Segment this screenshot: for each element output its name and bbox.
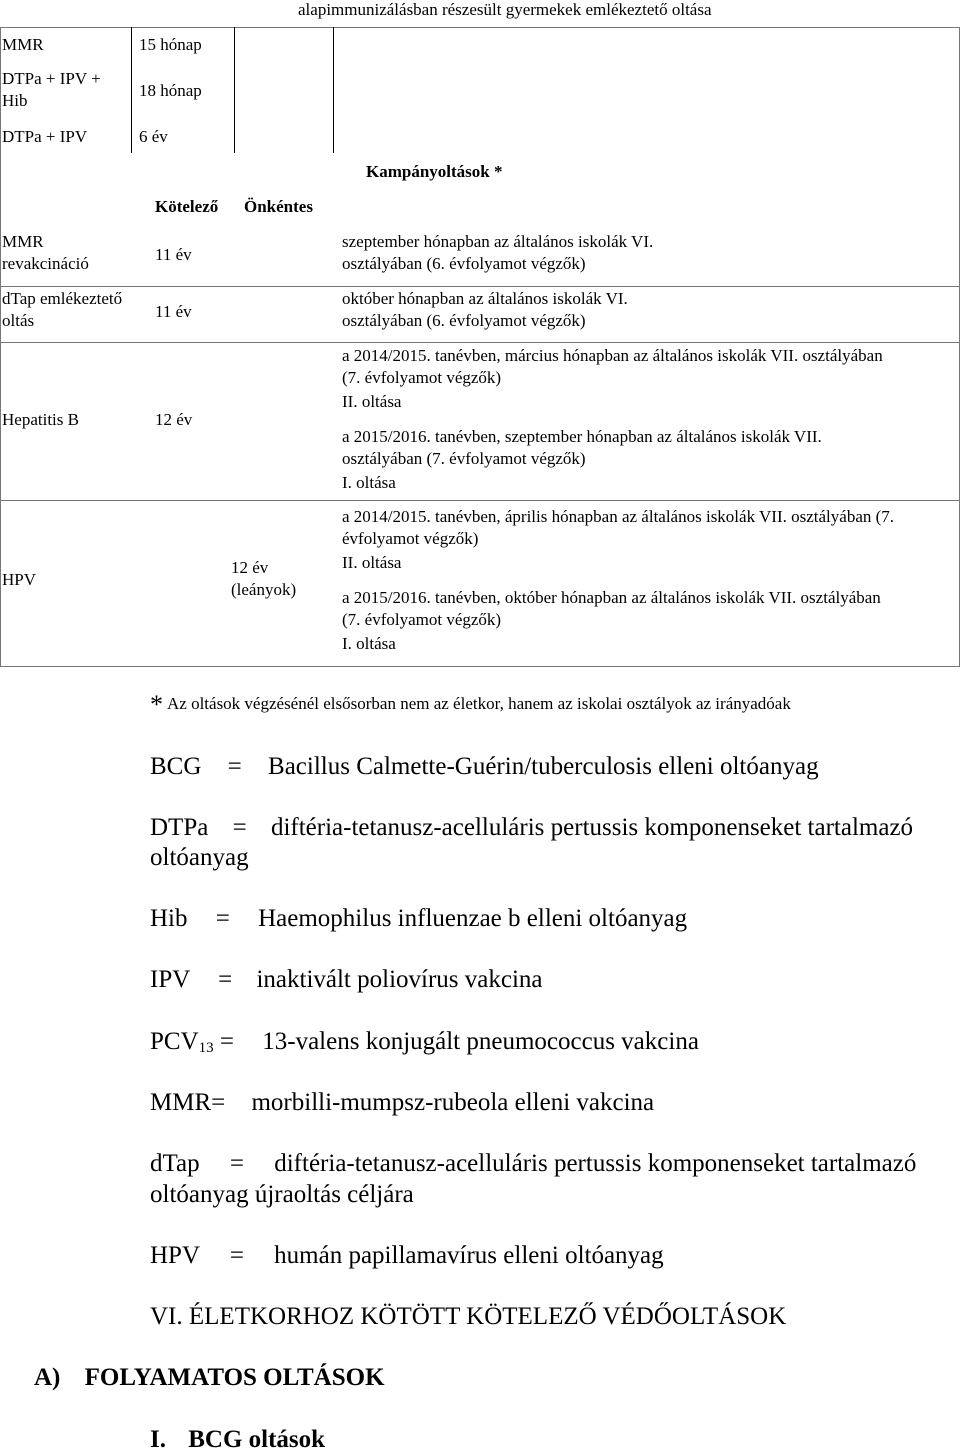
campaign-note: szeptember hónapban az általános iskolák VI. osztályában (6. évfolyamot végzők)	[342, 232, 654, 273]
vaccine-age: 18 hónap	[139, 81, 202, 100]
table-border-bottom	[0, 666, 960, 667]
table-border-top	[0, 27, 960, 28]
table-divider-b	[234, 27, 235, 153]
abbr-equals: =	[229, 1242, 244, 1269]
mandatory-age: 11 év	[155, 245, 192, 264]
table-border-left	[0, 27, 1, 667]
row-divider	[0, 342, 960, 343]
voluntary-age: 12 év (leányok)	[231, 558, 297, 599]
campaign-note: a 2014/2015. tanévben, március hónapban az általános iskolák VII. osztályában (7. évfolyamot végzők)	[342, 346, 883, 387]
abbr-definition: inaktivált poliovírus vakcina	[256, 966, 543, 993]
vaccine-name: MMR	[2, 35, 44, 54]
item-title: BCG oltások	[188, 1426, 326, 1453]
abbr-definition: Bacillus Calmette-Guérin/tuberculosis elleni oltóanyag	[268, 753, 819, 780]
vaccine-name: Hepatitis B	[2, 410, 79, 429]
col-header-voluntary: Önkéntes	[244, 197, 313, 216]
dose-label: II. oltása	[342, 553, 402, 572]
abbr-term: PCV	[150, 1028, 199, 1055]
abbr-equals: =	[218, 966, 233, 993]
abbr-equals: =	[232, 814, 247, 841]
abbr-term: HPV	[150, 1242, 200, 1269]
abbr-definition: humán papillamavírus elleni oltóanyag	[274, 1242, 664, 1269]
abbr-pcv13	[150, 1027, 699, 1063]
dose-label: I. oltása	[342, 634, 396, 653]
mandatory-age: 11 év	[155, 302, 192, 321]
vaccine-age: 15 hónap	[139, 35, 202, 54]
table-divider-a	[131, 27, 132, 153]
abbr-term: DTPa	[150, 814, 209, 841]
abbr-term: IPV	[150, 966, 190, 993]
abbr-definition: diftéria-tetanusz-acelluláris pertussis komponenseket tartalmazó	[270, 814, 914, 841]
vaccine-name: DTPa + IPV + Hib	[2, 69, 101, 110]
abbr-definition: morbilli-mumpsz-rubeola elleni vakcina	[251, 1089, 655, 1116]
footnote-text: Az oltások végzésénél elsősorban nem az életkor, hanem az iskolai osztályok az irányadóak	[167, 694, 791, 713]
abbr-dtap-cont: oltóanyag újraoltás céljára	[150, 1181, 414, 1208]
booster-header: alapimmunizálásban részesült gyermekek emlékeztető oltása	[298, 0, 712, 19]
abbr-term: BCG	[150, 753, 202, 780]
abbr-hib	[150, 904, 687, 934]
footnote-star: *	[150, 690, 163, 719]
abbr-bcg	[150, 752, 819, 782]
abbr-hpv	[150, 1241, 664, 1271]
abbr-mmr	[150, 1088, 654, 1118]
abbr-definition: 13-valens konjugált pneumococcus vakcina	[262, 1028, 699, 1055]
abbr-equals: =	[227, 753, 242, 780]
abbr-definition: Haemophilus influenzae b elleni oltóanyag	[258, 905, 688, 932]
abbr-term: Hib	[150, 905, 188, 932]
dose-label: I. oltása	[342, 473, 396, 492]
vaccine-age: 6 év	[139, 127, 168, 146]
abbr-equals: =	[215, 905, 230, 932]
abbr-definition: diftéria-tetanusz-acelluláris pertussis komponenseket tartalmazó	[274, 1150, 917, 1177]
campaign-note: október hónapban az általános iskolák VI. osztályában (6. évfolyamot végzők)	[342, 289, 628, 330]
subsection-letter: A)	[34, 1364, 61, 1391]
abbr-dtap	[150, 1149, 916, 1179]
campaign-title: Kampányoltások *	[366, 162, 503, 181]
subsection-title: FOLYAMATOS OLTÁSOK	[84, 1364, 385, 1391]
abbr-equals: =	[229, 1150, 244, 1177]
vaccine-name: HPV	[2, 570, 37, 589]
abbr-equals: =	[219, 1028, 234, 1055]
row-divider	[0, 286, 960, 287]
dose-label: II. oltása	[342, 392, 402, 411]
abbr-dtpa-cont: oltóanyag	[150, 844, 249, 871]
abbr-term: dTap	[150, 1150, 200, 1177]
item-number: I.	[150, 1426, 166, 1453]
col-header-mandatory: Kötelező	[155, 197, 219, 216]
section-heading: VI. ÉLETKORHOZ KÖTÖTT KÖTELEZŐ VÉDŐOLTÁSOK	[150, 1303, 787, 1330]
abbr-ipv	[150, 965, 543, 995]
campaign-note: a 2014/2015. tanévben, április hónapban az általános iskolák VII. osztályában (7. évfolyamot végzők)	[342, 507, 895, 548]
mandatory-age: 12 év	[155, 410, 193, 429]
abbr-subscript: 13	[198, 1040, 214, 1056]
table-divider-c	[333, 27, 334, 153]
vaccine-name: dTap emlékeztető oltás	[2, 289, 123, 330]
abbr-dtpa	[150, 813, 913, 843]
footnote	[150, 690, 791, 720]
campaign-note: a 2015/2016. tanévben, október hónapban az általános iskolák VII. osztályában (7. évfolyamot végzők)	[342, 588, 881, 629]
campaign-note: a 2015/2016. tanévben, szeptember hónapban az általános iskolák VII. osztályában (7. évfolyamot végzők)	[342, 427, 822, 468]
vaccine-name: MMR revakcináció	[2, 232, 89, 273]
subsection-heading	[34, 1363, 385, 1393]
row-divider	[0, 500, 960, 501]
abbr-term: MMR=	[150, 1089, 226, 1116]
vaccine-name: DTPa + IPV	[2, 127, 88, 146]
